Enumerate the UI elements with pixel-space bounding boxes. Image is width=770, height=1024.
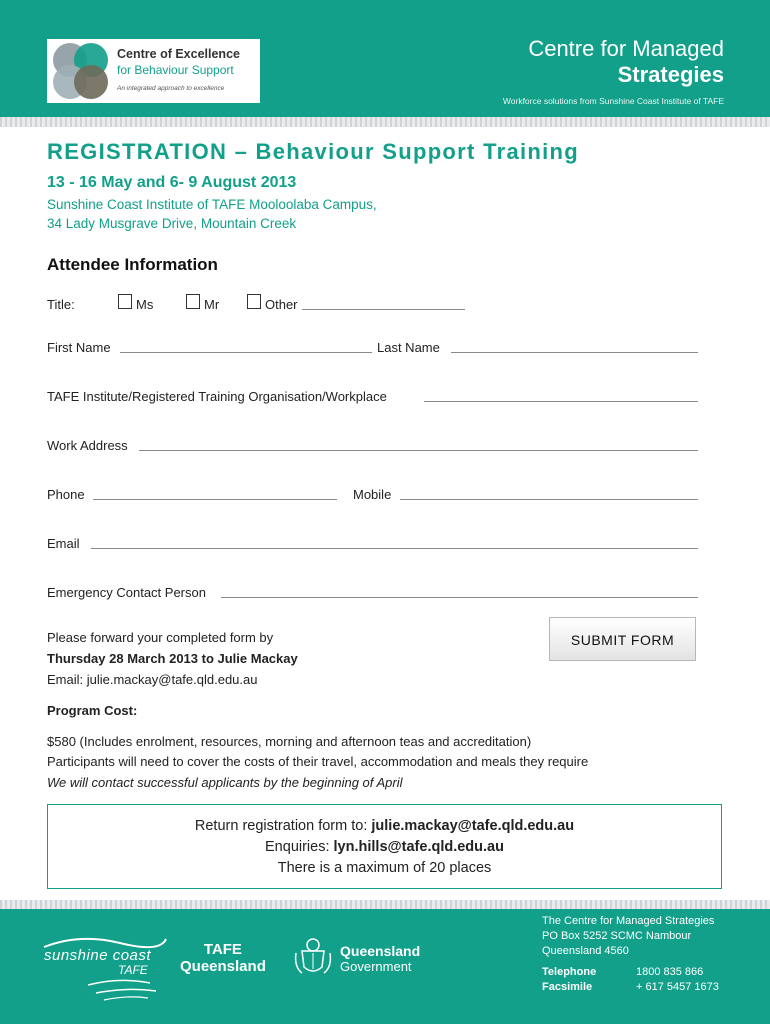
logo-tagline: An integrated approach to excellence	[117, 85, 225, 92]
telephone-label: Telephone	[542, 966, 597, 978]
first-name-field[interactable]	[120, 352, 372, 353]
enquiries-line	[48, 839, 721, 855]
last-name-label: Last Name	[377, 340, 440, 355]
tafe-queensland-logo	[180, 941, 266, 975]
queensland-crest-icon	[292, 933, 334, 977]
logo-subtitle: for Behaviour Support	[117, 63, 234, 77]
enquiries-email-link[interactable]: lyn.hills@tafe.qld.edu.au	[333, 839, 504, 855]
other-checkbox[interactable]	[247, 294, 261, 309]
logo-title: Centre of Excellence	[117, 47, 240, 61]
brand-title	[528, 36, 724, 88]
instructions-line-1: Please forward your completed form by	[47, 630, 274, 645]
instructions-email: Email: julie.mackay@tafe.qld.edu.au	[47, 672, 258, 687]
places-note: There is a maximum of 20 places	[277, 860, 492, 876]
wave-icon	[40, 925, 170, 1005]
facsimile-number: + 617 5457 1673	[636, 981, 719, 993]
program-cost-line-2: Participants will need to cover the costs of their travel, accommodation and meals they require	[47, 754, 589, 769]
training-dates: 13 - 16 May and 6- 9 August 2013	[47, 174, 297, 191]
program-cost-line-3: We will contact successful applicants by the beginning of April	[47, 775, 403, 790]
qld-logo-line1: Queensland	[340, 943, 421, 959]
mr-label: Mr	[204, 297, 220, 312]
qld-logo-line2: Government	[340, 959, 412, 974]
work-address-field[interactable]	[139, 450, 698, 451]
sunshine-logo-tafe: TAFE	[118, 963, 148, 977]
tafe-logo-line2: Queensland	[180, 958, 266, 975]
other-title-field[interactable]	[302, 309, 465, 310]
facsimile-label: Facsimile	[542, 981, 593, 993]
mr-checkbox[interactable]	[186, 294, 200, 309]
ms-checkbox[interactable]	[118, 294, 132, 309]
program-cost-line-1: $580 (Includes enrolment, resources, morning and afternoon teas and accreditation)	[47, 734, 532, 749]
contact-name: The Centre for Managed Strategies	[542, 915, 715, 927]
emergency-contact-field[interactable]	[221, 597, 698, 598]
contact-state: Queensland 4560	[542, 945, 629, 957]
email-field[interactable]	[91, 548, 698, 549]
return-prefix: Return registration form to:	[194, 818, 372, 834]
mobile-label: Mobile	[353, 487, 392, 502]
return-info-box	[47, 804, 722, 889]
brand-title-line2: Strategies	[617, 62, 724, 87]
enquiries-prefix: Enquiries:	[265, 839, 334, 855]
telephone-number: 1800 835 866	[636, 966, 704, 978]
page-title: REGISTRATION – Behaviour Support Training	[47, 139, 580, 164]
footer-divider	[0, 900, 770, 909]
instructions-deadline: Thursday 28 March 2013 to Julie Mackay	[47, 651, 298, 666]
organisation-field[interactable]	[424, 401, 698, 402]
venue-line-1: Sunshine Coast Institute of TAFE Mooloolaba Campus,	[47, 197, 377, 212]
organisation-label: TAFE Institute/Registered Training Organisation/Workplace	[47, 389, 387, 404]
queensland-government-logo	[340, 943, 420, 975]
venue-line-2: 34 Lady Musgrave Drive, Mountain Creek	[47, 216, 297, 231]
emergency-contact-label: Emergency Contact Person	[47, 585, 206, 600]
last-name-field[interactable]	[451, 352, 698, 353]
phone-field[interactable]	[93, 499, 337, 500]
attendee-heading: Attendee Information	[47, 255, 218, 274]
other-label: Other	[265, 297, 298, 312]
centre-of-excellence-logo	[47, 39, 260, 103]
phone-label: Phone	[47, 487, 85, 502]
sunshine-logo-text: sunshine coast	[44, 947, 152, 964]
tafe-logo-line1: TAFE	[203, 941, 242, 958]
ms-label: Ms	[136, 297, 154, 312]
sunshine-coast-tafe-logo	[40, 925, 170, 1005]
submit-form-button[interactable]: SUBMIT FORM	[549, 617, 696, 661]
header-divider	[0, 117, 770, 127]
footer-band	[0, 909, 770, 1024]
program-cost-heading: Program Cost:	[47, 703, 138, 718]
logo-circle-dark	[74, 65, 108, 99]
title-label: Title:	[47, 297, 75, 312]
header-band	[0, 0, 770, 117]
first-name-label: First Name	[47, 340, 111, 355]
mobile-field[interactable]	[400, 499, 698, 500]
work-address-label: Work Address	[47, 438, 128, 453]
brand-tagline: Workforce solutions from Sunshine Coast Institute of TAFE	[502, 96, 724, 106]
return-line	[48, 818, 721, 834]
brand-title-line1: Centre for Managed	[528, 36, 724, 61]
return-email-link[interactable]: julie.mackay@tafe.qld.edu.au	[371, 818, 575, 834]
contact-po-box: PO Box 5252 SCMC Nambour	[542, 930, 692, 942]
email-label: Email	[47, 536, 80, 551]
